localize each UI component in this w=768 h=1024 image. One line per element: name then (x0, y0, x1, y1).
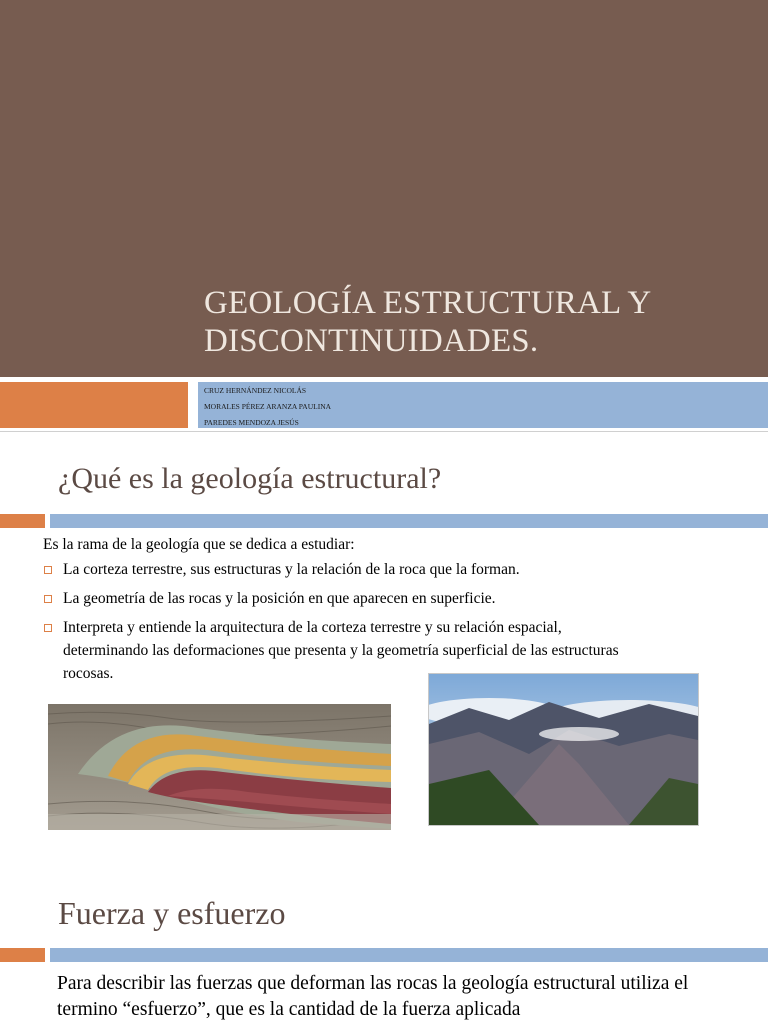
slide-heading: Fuerza y esfuerzo (58, 895, 286, 931)
mountain-valley-photo (428, 673, 699, 826)
slide-body (43, 533, 743, 691)
bullet-text: Interpreta y entiende la arquitectura de la corteza terrestre y su relación espacial, determinando las deformaciones que presenta y la geometría superficial de las estructuras rocosas. (63, 619, 619, 682)
orange-accent-block (0, 382, 188, 428)
square-bullet-icon (44, 624, 52, 632)
orange-accent-bar (0, 948, 45, 962)
slide-divider (0, 431, 768, 432)
author-name: MORALES PÉREZ ARANZA PAULINA (204, 402, 332, 411)
bullet-text: La corteza terrestre, sus estructuras y la relación de la roca que la forman. (63, 561, 520, 578)
square-bullet-icon (44, 595, 52, 603)
blue-accent-bar (50, 514, 768, 528)
orange-accent-bar (0, 514, 45, 528)
author-name: CRUZ HERNÁNDEZ NICOLÁS (204, 386, 307, 395)
square-bullet-icon (44, 566, 52, 574)
author-list (204, 383, 331, 431)
bullet-text: La geometría de las rocas y la posición en que aparecen en superficie. (63, 590, 496, 607)
title-slide (0, 0, 768, 428)
slide-heading: ¿Qué es la geología estructural? (58, 462, 442, 495)
presentation-title (204, 284, 744, 360)
title-line-2: DISCONTINUIDADES. (204, 323, 539, 359)
title-line-1: GEOLOGÍA ESTRUCTURAL Y (204, 285, 652, 321)
blue-accent-bar (50, 948, 768, 962)
slide-body-text: Para describir las fuerzas que deforman las rocas la geología estructural utiliza el termino “esfuerzo”, que es la cantidad de la fuerza aplicada (57, 973, 689, 1020)
intro-text: Es la rama de la geología que se dedica a estudiar: (43, 536, 355, 553)
folded-strata-photo (48, 704, 391, 830)
bullet-item (43, 558, 743, 581)
author-name: PAREDES MENDOZA JESÚS (204, 418, 299, 427)
bullet-list (43, 558, 743, 685)
bullet-item (43, 587, 743, 610)
